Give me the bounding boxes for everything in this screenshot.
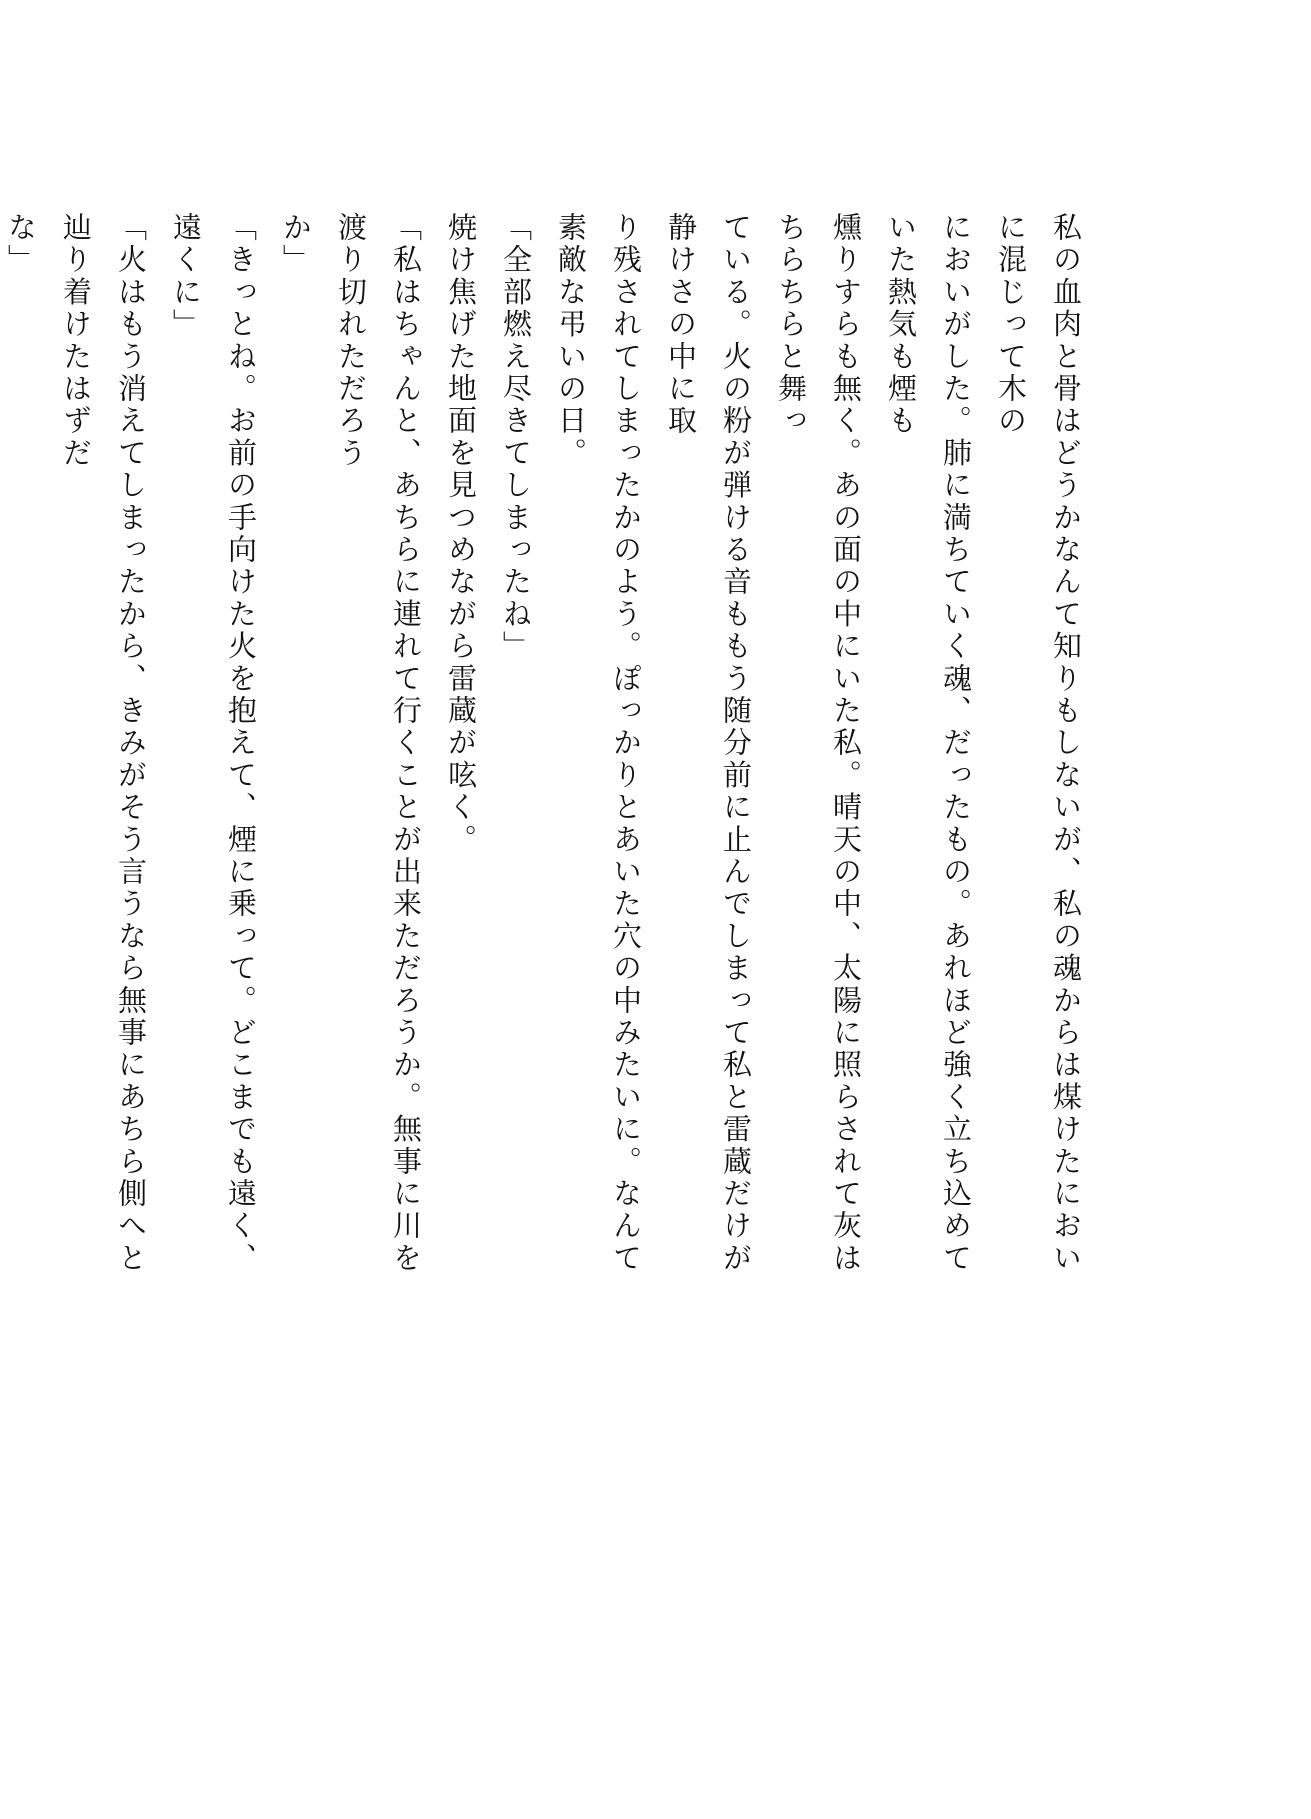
vertical-text-body <box>0 212 1093 1292</box>
text-line: 焼け焦げた地面を見つめながら雷蔵が呟く。 <box>444 212 478 856</box>
text-line: 「きっとね。お前の手向けた火を抱えて、煙に乗って。どこまでも遠く、遠くに」 <box>169 212 258 1275</box>
text-line: 私の血肉と骨はどうかなんて知りもしないが、私の魂からは煤けたにおいに混じって木の <box>994 212 1083 1275</box>
text-line: ている。火の粉が弾ける音ももう随分前に止んでしまって私と雷蔵だけが静けさの中に取 <box>664 212 753 1275</box>
text-line: り残されてしまったかのよう。ぽっかりとあいた穴の中みたいに。なんて素敵な弔いの日。 <box>554 212 643 1275</box>
text-line: な」 <box>4 212 38 277</box>
text-line: か」 <box>279 212 313 277</box>
text-line: においがした。肺に満ちていく魂、だったもの。あれほど強く立ち込めていた熱気も煙も <box>884 212 973 1275</box>
text-line: 「火はもう消えてしまったから、きみがそう言うなら無事にあちら側へと辿り着けたはずだ <box>59 212 148 1275</box>
text-line: 「全部燃え尽きてしまったね」 <box>499 212 533 663</box>
text-line: 燻りすらも無く。あの面の中にいた私。晴天の中、太陽に照らされて灰はちらちらと舞っ <box>774 212 863 1275</box>
text-line: 「私はちゃんと、あちらに連れて行くことが出来ただろうか。無事に川を渡り切れただろう <box>334 212 423 1275</box>
